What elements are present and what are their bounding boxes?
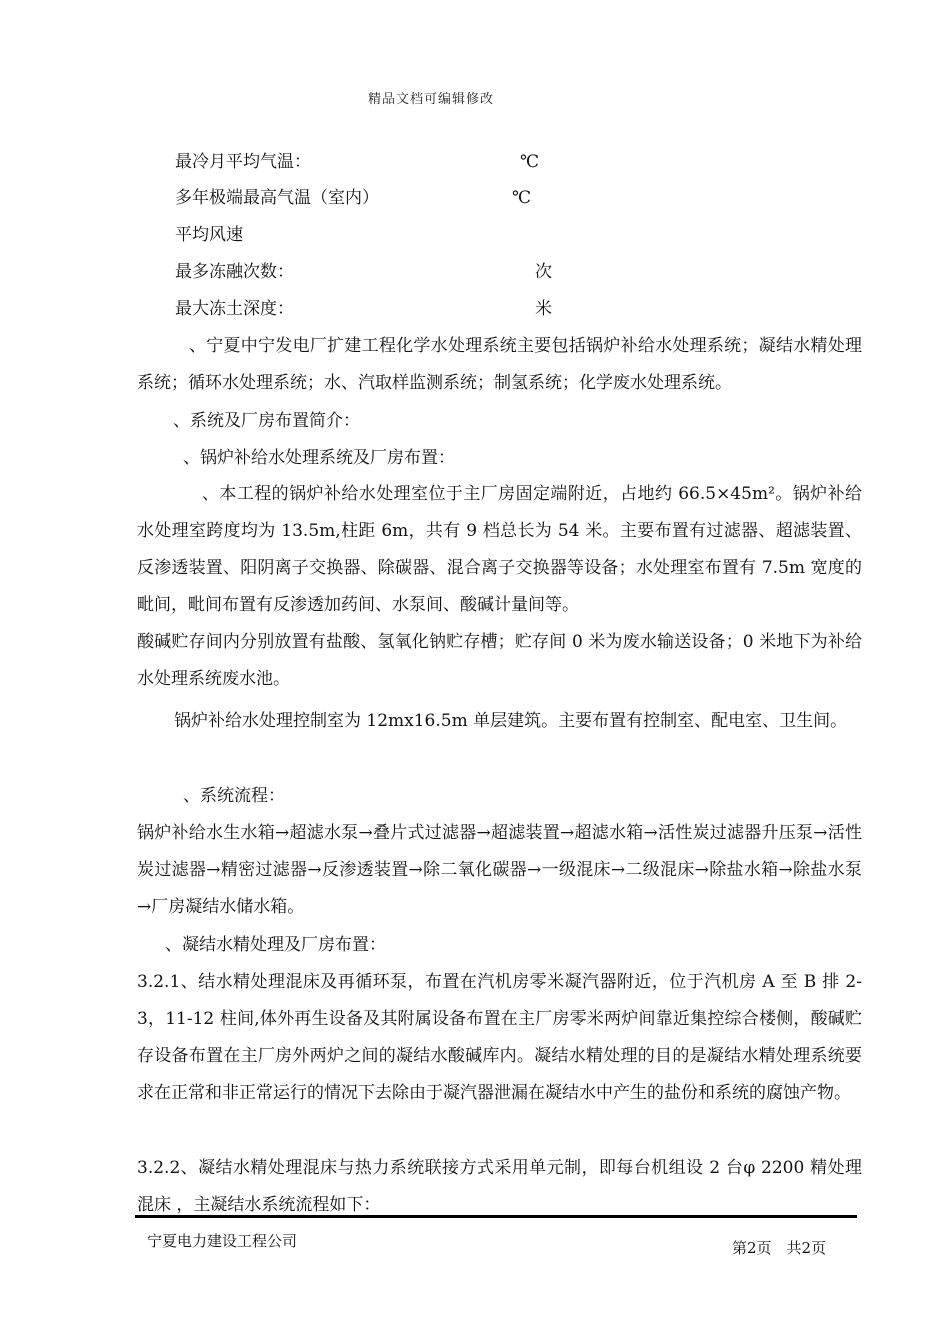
footer-company: 宁夏电力建设工程公司 bbox=[147, 1232, 298, 1250]
heading-layout-intro: 、系统及厂房布置简介： bbox=[173, 411, 360, 431]
paragraph-system-overview: 、宁夏中宁发电厂扩建工程化学水处理系统主要包括锅炉补给水处理系统；凝结水精处理系统；循环水处理系统；水、汽取样监测系统；制氢系统；化学废水处理系统。 bbox=[137, 336, 862, 393]
climate-label-max-temp: 多年极端最高气温（室内） bbox=[175, 188, 379, 208]
climate-unit-freeze-thaw: 次 bbox=[535, 262, 552, 282]
climate-unit-max-temp: ℃ bbox=[512, 188, 532, 208]
footer-page-number: 第2页 共2页 bbox=[732, 1239, 827, 1257]
climate-label-coldest-month: 最冷月平均气温： bbox=[175, 152, 311, 172]
climate-label-frost-depth: 最大冻土深度： bbox=[175, 299, 294, 319]
climate-unit-coldest-month: ℃ bbox=[520, 152, 540, 172]
heading-system-flow: 、系统流程： bbox=[183, 786, 285, 806]
paragraph-control-room: 锅炉补给水处理控制室为 12mx16.5m 单层建筑。主要布置有控制室、配电室、卫生间。 bbox=[174, 711, 848, 731]
paragraph-acid-storage: 酸碱贮存间内分别放置有盐酸、氢氧化钠贮存槽；贮存间 0 米为废水输送设备；0 米地下为补给水处理系统废水池。 bbox=[137, 632, 862, 689]
heading-boiler-makeup: 、锅炉补给水处理系统及厂房布置： bbox=[183, 448, 455, 468]
paragraph-flow-chain: 锅炉补给水生水箱→超滤水泵→叠片式过滤器→超滤装置→超滤水箱→活性炭过滤器升压泵→活性炭过滤器→精密过滤器→反渗透装置→除二氧化碳器→一级混床→二级混床→除盐水箱→除盐水泵→厂房凝结水储水箱。 bbox=[137, 823, 862, 917]
paragraph-unit-system: 3.2.2、凝结水精处理混床与热力系统联接方式采用单元制，即每台机组设 2 台φ 2200 精处理混床 ，主凝结水系统流程如下： bbox=[137, 1158, 862, 1215]
page-header: 精品文档可编辑修改 bbox=[368, 92, 495, 107]
climate-label-wind: 平均风速 bbox=[175, 225, 243, 245]
climate-unit-frost-depth: 米 bbox=[535, 299, 552, 319]
footer-rule bbox=[135, 1215, 857, 1218]
paragraph-condensate-polishing: 3.2.1、结水精处理混床及再循环泵，布置在汽机房零米凝汽器附近，位于汽机房 A 至 B 排 2-3，11-12 柱间,体外再生设备及其附属设备布置在主厂房零米两炉间靠近集控综合楼侧，酸碱贮存设备布置在主厂房外两炉之间的凝结水酸碱库内。凝结水精处理的目的是凝结水精处理系统要求在正常和非正常运行的情况下去除由于凝汽器泄漏在凝结水中产生的盐份和系统的腐蚀产物。 bbox=[137, 972, 862, 1103]
heading-condensate: 、凝结水精处理及厂房布置： bbox=[165, 935, 386, 955]
paragraph-boiler-room: 、本工程的锅炉补给水处理室位于主厂房固定端附近，占地约 66.5×45m²。锅炉补给水处理室跨度均为 13.5m,柱距 6m，共有 9 档总长为 54 米。主要布置有过滤器、超滤装置、反渗透装置、阳阴离子交换器、除碳器、混合离子交换器等设备；水处理室布置有 7.5m 宽度的毗间，毗间布置有反渗透加药间、水泵间、酸碱计量间等。 bbox=[137, 484, 862, 615]
climate-label-freeze-thaw: 最多冻融次数： bbox=[175, 262, 294, 282]
